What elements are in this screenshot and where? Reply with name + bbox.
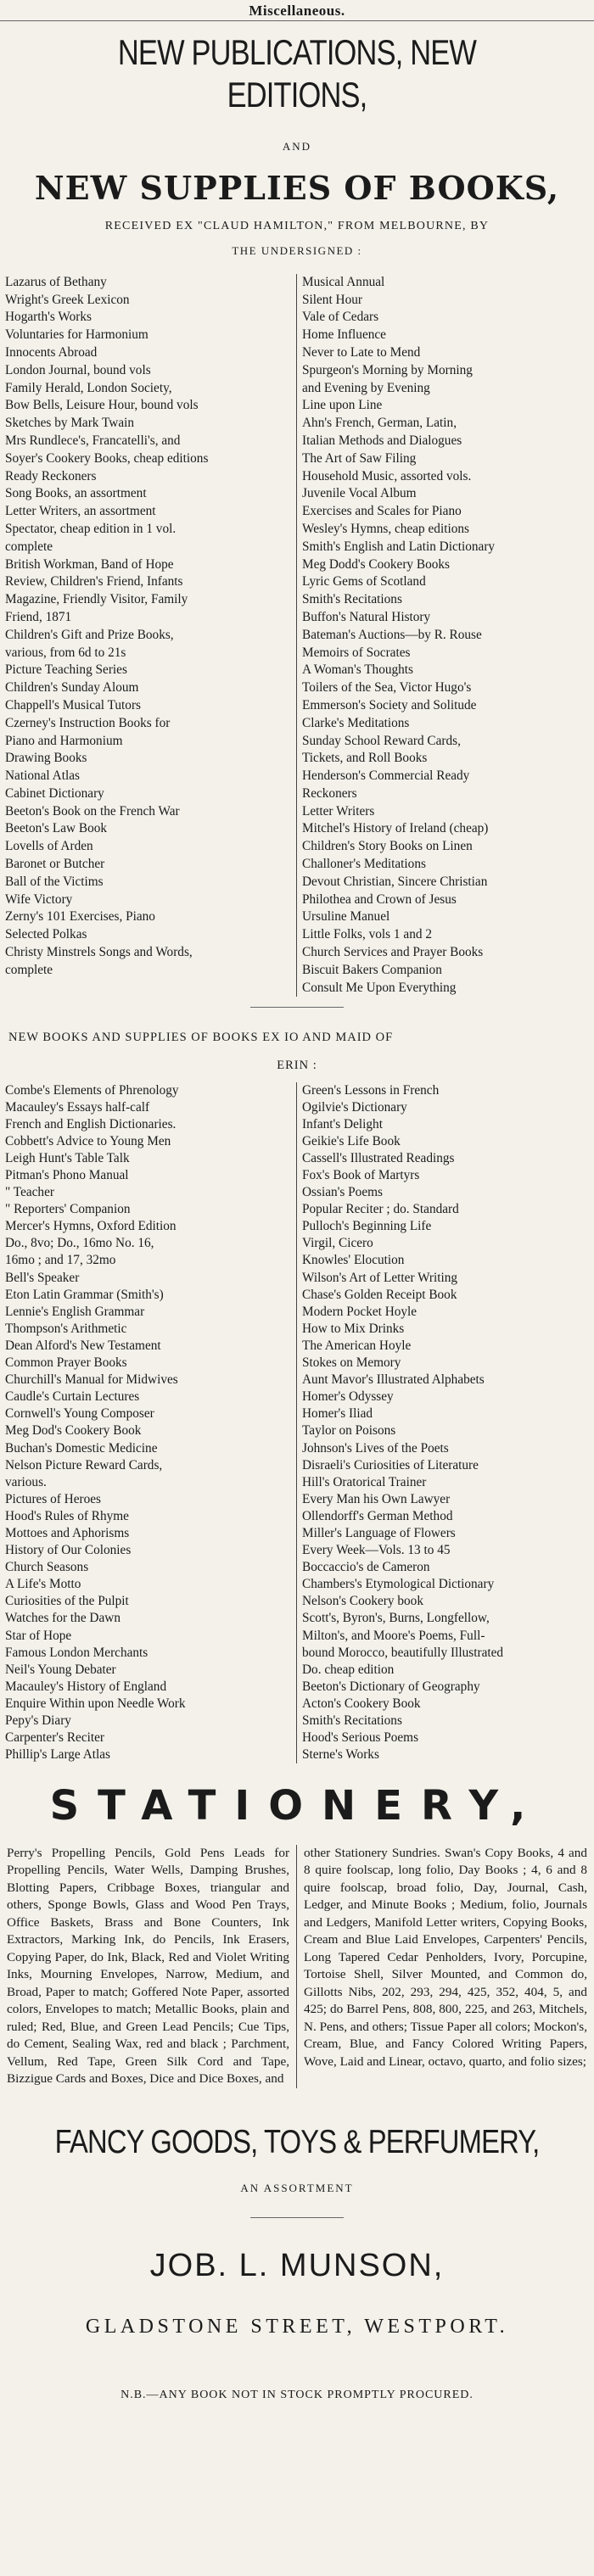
list-item: Chase's Golden Receipt Book [302, 1287, 457, 1302]
list-item: various. [5, 1474, 47, 1489]
list-item: Sunday School Reward Cards, [302, 733, 461, 748]
list-item: Carpenter's Reciter [5, 1730, 105, 1746]
list-item: various, from 6d to 21s [5, 645, 126, 660]
list-item: Household Music, assorted vols. [302, 468, 472, 483]
list-item: Mercer's Hymns, Oxford Edition [5, 1219, 177, 1234]
list-item: Lovells of Arden [5, 839, 93, 854]
list-item: History of Our Colonies [5, 1543, 132, 1558]
list-item: Green's Lessons in French [302, 1082, 440, 1098]
list-item: Hood's Rules of Rhyme [5, 1508, 129, 1523]
list-item: Pepy's Diary [5, 1713, 71, 1729]
list-item: Common Prayer Books [5, 1355, 127, 1371]
list-item: Piano and Harmonium [5, 733, 123, 748]
list-item: Beeton's Book on the French War [5, 803, 180, 819]
list-item: Beeton's Dictionary of Geography [302, 1679, 480, 1694]
list-item: Taylor on Poisons [302, 1423, 396, 1439]
headline: NEW PUBLICATIONS, NEW EDITIONS, [117, 32, 477, 115]
list-item: Lazarus of Bethany [5, 274, 107, 289]
stationery-left: Perry's Propelling Pencils, Gold Pens Leads for Propelling Pencils, Water Wells, Damping Brushes, Blotting Papers, Cribbage Boxes, triangular and others, Sponge Bowls, Glass and Wood Pen Trays, Office Baskets, Brass and Bone Counters, Ink Extractors, Marking Ink, do Pencils, Ink Erasers, Copying Paper, do Ink, Black, Red and Violet Writing Inks, Mourning Envelopes, Narrow, Medium, and Broad, Paper to match; Goffered Note Paper, assorted colors, Envelopes to match; Metallic Books, plain and ruled; Red, Blue, and Green Lead Pencils; Cue Tips, do Cement, Sealing Wax, red and black ; Parchment, Vellum, Red Tape, Green Silk Cord and Tape, Bizzigue Cards and Boxes, Dice and Dice Boxes, and [0, 1845, 297, 2088]
list-item: Mottoes and Aphorisms [5, 1525, 130, 1540]
list-item: Innocents Abroad [5, 344, 98, 360]
list-item: Thompson's Arithmetic [5, 1321, 127, 1336]
list-item: Selected Polkas [5, 927, 87, 942]
list-item: Magazine, Friendly Visitor, Family [5, 592, 188, 607]
list-item: National Atlas [5, 768, 80, 784]
section2-erin: ERIN : [277, 1059, 317, 1072]
list-item: Hill's Oratorical Trainer [302, 1474, 427, 1489]
list-item: Wilson's Art of Letter Writing [302, 1270, 458, 1285]
list-item: Phillip's Large Atlas [5, 1747, 110, 1763]
list-item: Zerny's 101 Exercises, Piano [5, 909, 155, 925]
list-item: Stokes on Memory [302, 1355, 401, 1371]
section-label: Miscellaneous. [0, 0, 594, 21]
stationery-right: other Stationery Sundries. Swan's Copy Books, 4 and 8 quire foolscap, long folio, Day Books ; 4, 6 and 8 quire foolscap, broad folio, Day, Journal, Cash, Ledger, and Minute Books ; Medium, folio, Journals and Ledgers, Manifold Letter writers, Copying Books, Cream and Blue Laid Envelopes, Carpenters' Pencils, Long Tapered Cedar Penholders, Ivory, Porcupine, Tortoise Shell, Silver Mounted, and Common do, Gillotts Nibs, 202, 293, 294, 425, 352, 404, 5, and 425; do Barrel Pens, 808, 800, 225, and 263, Mitchels, N. Pens, and others; Tissue Paper all colors; Mockon's, Cream, Blue, and Fancy Colored Writing Papers, Wove, Laid and Linear, octavo, quarto, and folio sizes; [304, 1845, 587, 2069]
list-item: Sketches by Mark Twain [5, 416, 135, 431]
list-item: 16mo ; and 17, 32mo [5, 1253, 116, 1268]
list-item: Children's Story Books on Linen [302, 839, 473, 854]
list-item: Famous London Merchants [5, 1645, 148, 1660]
section2-title: NEW BOOKS AND SUPPLIES OF BOOKS EX IO AND MAID OF [8, 1031, 394, 1045]
list-item: Neil's Young Debater [5, 1662, 116, 1677]
list-item: Geikie's Life Book [302, 1133, 401, 1148]
list-item: Drawing Books [5, 751, 87, 766]
list-item: Nelson Picture Reward Cards, [5, 1457, 163, 1472]
list-item: Spectator, cheap edition in 1 vol. [5, 521, 177, 536]
list-item: Emmerson's Society and Solitude [302, 697, 477, 712]
list-item: Meg Dod's Cookery Book [5, 1423, 142, 1439]
list-item: Buffon's Natural History [302, 609, 431, 624]
list-item: Bateman's Auctions—by R. Rouse [302, 627, 482, 642]
book-list-1 [0, 274, 594, 997]
list-item: Never to Late to Mend [302, 344, 421, 360]
list-item: Church Seasons [5, 1560, 89, 1575]
list-item: Milton's, and Moore's Poems, Full- [302, 1628, 485, 1643]
list-item: bound Morocco, beautifully Illustrated [302, 1645, 504, 1660]
list-item: Children's Gift and Prize Books, [5, 627, 174, 642]
list-item: Song Books, an assortment [5, 486, 147, 501]
book-list-1-left [0, 274, 297, 997]
list-item: Wesley's Hymns, cheap editions [302, 521, 469, 536]
list-item: Silent Hour [302, 292, 362, 307]
list-item: Dean Alford's New Testament [5, 1338, 161, 1353]
list-item: Acton's Cookery Book [302, 1696, 421, 1711]
list-item: Ursuline Manuel [302, 909, 390, 925]
subhead: NEW SUPPLIES OF BOOKS, [34, 168, 560, 207]
list-item: Chambers's Etymological Dictionary [302, 1577, 495, 1592]
list-item: Line upon Line [302, 398, 383, 413]
list-item: Consult Me Upon Everything [302, 980, 457, 995]
divider [250, 1007, 344, 1008]
list-item: Bow Bells, Leisure Hour, bound vols [5, 398, 199, 413]
list-item: Cassell's Illustrated Readings [302, 1150, 455, 1165]
list-item: Pictures of Heroes [5, 1491, 101, 1506]
list-item: Lennie's English Grammar [5, 1304, 145, 1319]
list-item: Juvenile Vocal Album [302, 486, 417, 501]
book-list-2-right [297, 1082, 594, 1764]
list-item: How to Mix Drinks [302, 1321, 405, 1336]
list-item: Czerney's Instruction Books for [5, 715, 171, 730]
list-item: Hogarth's Works [5, 310, 92, 325]
list-item: Pitman's Phono Manual [5, 1168, 129, 1183]
list-item: complete [5, 539, 53, 554]
list-item: Challoner's Meditations [302, 857, 426, 872]
list-item: Ahn's French, German, Latin, [302, 416, 457, 431]
list-item: Chappell's Musical Tutors [5, 697, 141, 712]
list-item: Watches for the Dawn [5, 1611, 120, 1626]
list-item: Leigh Hunt's Table Talk [5, 1150, 130, 1165]
list-item: Caudle's Curtain Lectures [5, 1389, 140, 1405]
list-item: Philothea and Crown of Jesus [302, 891, 457, 907]
stationery-columns [0, 1845, 594, 2088]
list-item: British Workman, Band of Hope [5, 556, 174, 572]
list-item: Beeton's Law Book [5, 821, 108, 836]
list-item: Toilers of the Sea, Victor Hugo's [302, 680, 472, 696]
list-item: Devout Christian, Sincere Christian [302, 874, 488, 889]
list-item: A Woman's Thoughts [302, 662, 413, 678]
list-item: The American Hoyle [302, 1338, 412, 1353]
list-item: French and English Dictionaries. [5, 1116, 177, 1132]
list-item: Disraeli's Curiosities of Literature [302, 1457, 479, 1472]
list-item: Biscuit Bakers Companion [302, 962, 442, 977]
list-item: Every Man his Own Lawyer [302, 1491, 451, 1506]
list-item: Miller's Language of Flowers [302, 1525, 456, 1540]
list-item: Christy Minstrels Songs and Words, [5, 945, 193, 960]
proprietor-name: JOB. L. MUNSON, [149, 2248, 445, 2284]
list-item: Homer's Iliad [302, 1406, 373, 1422]
list-item: Musical Annual [302, 274, 385, 289]
list-item: Cobbett's Advice to Young Men [5, 1133, 171, 1148]
list-item: Combe's Elements of Phrenology [5, 1082, 179, 1098]
list-item: Churchill's Manual for Midwives [5, 1372, 178, 1388]
received-line: RECEIVED EX "CLAUD HAMILTON," FROM MELBOURNE, BY [104, 220, 490, 233]
list-item: Baronet or Butcher [5, 857, 105, 872]
list-item: Johnson's Lives of the Poets [302, 1440, 449, 1456]
list-item: Memoirs of Socrates [302, 645, 411, 660]
undersigned-line: THE UNDERSIGNED : [232, 244, 362, 258]
list-item: Home Influence [302, 327, 386, 343]
list-item: Eton Latin Grammar (Smith's) [5, 1287, 164, 1302]
list-item: Letter Writers [302, 803, 375, 819]
list-item: Family Herald, London Society, [5, 380, 172, 395]
list-item: Meg Dodd's Cookery Books [302, 556, 450, 572]
list-item: Fox's Book of Martyrs [302, 1168, 420, 1183]
list-item: Cabinet Dictionary [5, 785, 104, 801]
list-item: Do. cheap edition [302, 1662, 395, 1677]
list-item: Wife Victory [5, 891, 73, 907]
list-item: Church Services and Prayer Books [302, 945, 484, 960]
list-item: Aunt Mavor's Illustrated Alphabets [302, 1372, 485, 1388]
list-item: Knowles' Elocution [302, 1253, 405, 1268]
list-item: Homer's Odyssey [302, 1389, 394, 1405]
list-item: Clarke's Meditations [302, 715, 410, 730]
list-item: Do., 8vo; Do., 16mo No. 16, [5, 1236, 154, 1251]
list-item: Smith's English and Latin Dictionary [302, 539, 496, 554]
list-item: Nelson's Cookery book [302, 1594, 423, 1609]
list-item: Pulloch's Beginning Life [302, 1219, 432, 1234]
list-item: Wright's Greek Lexicon [5, 292, 130, 307]
list-item: Infant's Delight [302, 1116, 383, 1132]
address: GLADSTONE STREET, WESTPORT. [85, 2315, 509, 2338]
footer-note: N.B.—ANY BOOK NOT IN STOCK PROMPTLY PROCURED. [120, 2388, 474, 2401]
list-item: Sterne's Works [302, 1747, 379, 1763]
list-item: Mrs Rundlece's, Francatelli's, and [5, 433, 181, 448]
list-item: Henderson's Commercial Ready [302, 768, 470, 784]
assortment-label: AN ASSORTMENT [240, 2181, 354, 2194]
list-item: Voluntaries for Harmonium [5, 327, 148, 343]
list-item: Virgil, Cicero [302, 1236, 373, 1251]
list-item: Italian Methods and Dialogues [302, 433, 462, 448]
list-item: Smith's Recitations [302, 1713, 402, 1729]
list-item: Ready Reckoners [5, 468, 97, 483]
list-item: A Life's Motto [5, 1577, 81, 1592]
list-item: Popular Reciter ; do. Standard [302, 1202, 459, 1217]
list-item: Exercises and Scales for Piano [302, 504, 462, 519]
list-item: Macauley's History of England [5, 1679, 167, 1694]
fancy-goods-title: FANCY GOODS, TOYS & PERFUMERY, [54, 2123, 540, 2160]
list-item: London Journal, bound vols [5, 362, 151, 377]
list-item: Star of Hope [5, 1628, 72, 1643]
list-item: Buchan's Domestic Medicine [5, 1440, 158, 1456]
list-item: Picture Teaching Series [5, 662, 127, 678]
list-item: Ball of the Victims [5, 874, 104, 889]
list-item: Soyer's Cookery Books, cheap editions [5, 450, 209, 466]
list-item: Reckoners [302, 785, 357, 801]
stationery-title: STATIONERY, [49, 1782, 545, 1830]
list-item: Hood's Serious Poems [302, 1730, 419, 1746]
list-item: Boccaccio's de Cameron [302, 1560, 430, 1575]
list-item: Modern Pocket Hoyle [302, 1304, 417, 1319]
list-item: Ogilvie's Dictionary [302, 1099, 407, 1115]
list-item: Review, Children's Friend, Infants [5, 574, 183, 590]
list-item: Letter Writers, an assortment [5, 504, 156, 519]
book-list-2-left [0, 1082, 297, 1764]
list-item: Smith's Recitations [302, 592, 402, 607]
list-item: Enquire Within upon Needle Work [5, 1696, 186, 1711]
list-item: Lyric Gems of Scotland [302, 574, 426, 590]
list-item: Ollendorff's German Method [302, 1508, 453, 1523]
list-item: Tickets, and Roll Books [302, 751, 428, 766]
list-item: Mitchel's History of Ireland (cheap) [302, 821, 489, 836]
list-item: The Art of Saw Filing [302, 450, 417, 466]
list-item: Ossian's Poems [302, 1185, 383, 1200]
list-item: complete [5, 962, 53, 977]
list-item: " Reporters' Companion [5, 1202, 131, 1217]
list-item: " Teacher [5, 1185, 54, 1200]
book-list-1-right [297, 274, 594, 997]
list-item: Children's Sunday Aloum [5, 680, 139, 696]
list-item: Scott's, Byron's, Burns, Longfellow, [302, 1611, 490, 1626]
book-list-2 [0, 1082, 594, 1764]
list-item: Friend, 1871 [5, 609, 72, 624]
divider [250, 2217, 344, 2218]
list-item: Curiosities of the Pulpit [5, 1594, 129, 1609]
list-item: Macauley's Essays half-calf [5, 1099, 150, 1115]
list-item: Vale of Cedars [302, 310, 379, 325]
list-item: Bell's Speaker [5, 1270, 80, 1285]
list-item: Little Folks, vols 1 and 2 [302, 927, 432, 942]
list-item: and Evening by Evening [302, 380, 430, 395]
and-label: AND [282, 140, 312, 153]
list-item: Cornwell's Young Composer [5, 1406, 154, 1422]
list-item: Spurgeon's Morning by Morning [302, 362, 473, 377]
list-item: Every Week—Vols. 13 to 45 [302, 1543, 451, 1558]
